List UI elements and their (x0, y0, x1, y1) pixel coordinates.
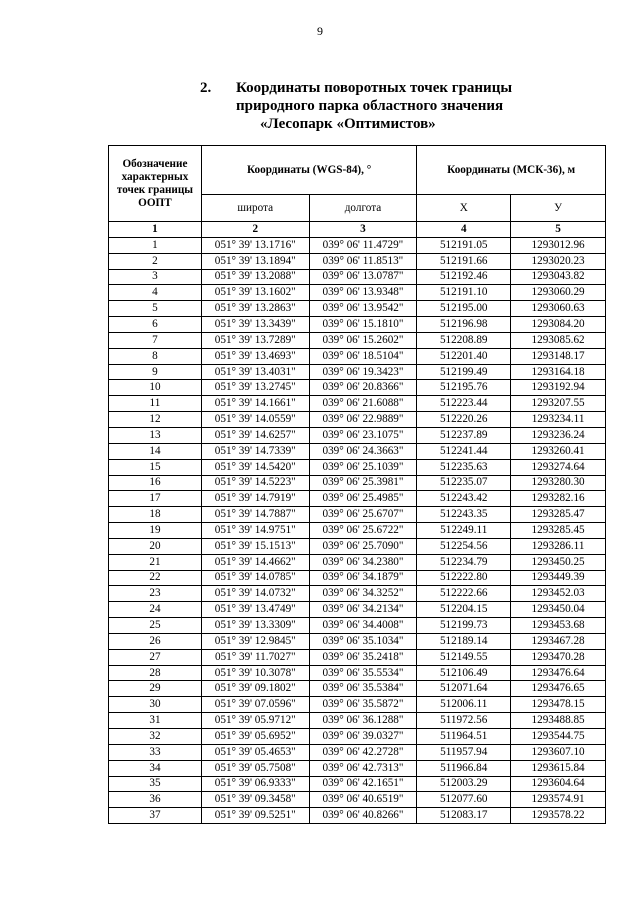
x-coordinate-cell: 512191.10 (417, 285, 511, 301)
section-title-line-3: «Лесопарк «Оптимистов» (260, 116, 436, 132)
longitude-cell: 039° 06' 39.0327" (309, 729, 417, 745)
point-number-cell: 24 (109, 602, 202, 618)
table-row (109, 792, 606, 808)
longitude-cell: 039° 06' 42.7313" (309, 760, 417, 776)
longitude-cell: 039° 06' 42.2728" (309, 744, 417, 760)
point-number-cell: 21 (109, 554, 202, 570)
latitude-cell: 051° 39' 14.5223" (201, 475, 309, 491)
y-coordinate-cell: 1293084.20 (511, 317, 606, 333)
y-coordinate-cell: 1293192.94 (511, 380, 606, 396)
x-coordinate-cell: 512071.64 (417, 681, 511, 697)
y-coordinate-cell: 1293060.29 (511, 285, 606, 301)
point-number-cell: 2 (109, 253, 202, 269)
point-number-cell: 36 (109, 792, 202, 808)
point-number-cell: 35 (109, 776, 202, 792)
y-coordinate-cell: 1293020.23 (511, 253, 606, 269)
table-row (109, 396, 606, 412)
table-row (109, 237, 606, 253)
x-coordinate-cell: 512223.44 (417, 396, 511, 412)
y-coordinate-cell: 1293085.62 (511, 332, 606, 348)
latitude-cell: 051° 39' 15.1513" (201, 538, 309, 554)
point-number-cell: 11 (109, 396, 202, 412)
latitude-cell: 051° 39' 05.9712" (201, 713, 309, 729)
point-number-cell: 10 (109, 380, 202, 396)
table-row (109, 332, 606, 348)
longitude-cell: 039° 06' 13.0787" (309, 269, 417, 285)
latitude-cell: 051° 39' 14.0785" (201, 570, 309, 586)
x-coordinate-cell: 512003.29 (417, 776, 511, 792)
longitude-cell: 039° 06' 34.1879" (309, 570, 417, 586)
x-coordinate-cell: 512237.89 (417, 427, 511, 443)
column-number: 5 (511, 222, 606, 238)
point-number-cell: 1 (109, 237, 202, 253)
y-coordinate-cell: 1293574.91 (511, 792, 606, 808)
x-coordinate-cell: 512191.05 (417, 237, 511, 253)
longitude-cell: 039° 06' 34.4008" (309, 618, 417, 634)
x-coordinate-cell: 511957.94 (417, 744, 511, 760)
longitude-cell: 039° 06' 21.6088" (309, 396, 417, 412)
table-row (109, 744, 606, 760)
x-coordinate-cell: 512189.14 (417, 633, 511, 649)
latitude-cell: 051° 39' 13.4749" (201, 602, 309, 618)
latitude-cell: 051° 39' 14.6257" (201, 427, 309, 443)
y-coordinate-cell: 1293544.75 (511, 729, 606, 745)
latitude-cell: 051° 39' 14.7887" (201, 507, 309, 523)
point-number-cell: 22 (109, 570, 202, 586)
x-coordinate-cell: 512191.66 (417, 253, 511, 269)
table-row (109, 729, 606, 745)
x-coordinate-cell: 512199.49 (417, 364, 511, 380)
latitude-cell: 051° 39' 13.3439" (201, 317, 309, 333)
longitude-cell: 039° 06' 35.5534" (309, 665, 417, 681)
latitude-cell: 051° 39' 05.6952" (201, 729, 309, 745)
y-coordinate-cell: 1293274.64 (511, 459, 606, 475)
point-number-cell: 28 (109, 665, 202, 681)
point-number-cell: 3 (109, 269, 202, 285)
column-number: 1 (109, 222, 202, 238)
section-title-line-1: Координаты поворотных точек границы (236, 80, 513, 96)
longitude-cell: 039° 06' 35.2418" (309, 649, 417, 665)
point-number-cell: 9 (109, 364, 202, 380)
longitude-cell: 039° 06' 25.4985" (309, 491, 417, 507)
table-row (109, 380, 606, 396)
table-row (109, 412, 606, 428)
point-number-cell: 4 (109, 285, 202, 301)
table-row (109, 348, 606, 364)
point-number-cell: 8 (109, 348, 202, 364)
latitude-cell: 051° 39' 13.1716" (201, 237, 309, 253)
point-number-cell: 26 (109, 633, 202, 649)
y-coordinate-cell: 1293452.03 (511, 586, 606, 602)
latitude-cell: 051° 39' 05.4653" (201, 744, 309, 760)
point-number-cell: 16 (109, 475, 202, 491)
longitude-cell: 039° 06' 11.8513" (309, 253, 417, 269)
x-coordinate-cell: 512249.11 (417, 523, 511, 539)
longitude-cell: 039° 06' 36.1288" (309, 713, 417, 729)
longitude-cell: 039° 06' 23.1075" (309, 427, 417, 443)
table-row (109, 760, 606, 776)
latitude-cell: 051° 39' 14.0732" (201, 586, 309, 602)
point-number-cell: 31 (109, 713, 202, 729)
table-row (109, 633, 606, 649)
point-number-cell: 12 (109, 412, 202, 428)
y-coordinate-cell: 1293450.04 (511, 602, 606, 618)
table-row (109, 491, 606, 507)
point-number-cell: 5 (109, 301, 202, 317)
point-number-cell: 7 (109, 332, 202, 348)
point-number-cell: 29 (109, 681, 202, 697)
point-number-cell: 34 (109, 760, 202, 776)
header-wgs84-group: Координаты (WGS-84), ° (201, 146, 416, 195)
column-number: 2 (201, 222, 309, 238)
x-coordinate-cell: 512243.35 (417, 507, 511, 523)
x-coordinate-cell: 512241.44 (417, 443, 511, 459)
latitude-cell: 051° 39' 13.1894" (201, 253, 309, 269)
longitude-cell: 039° 06' 18.5104" (309, 348, 417, 364)
table-row (109, 570, 606, 586)
table-row (109, 602, 606, 618)
point-number-cell: 15 (109, 459, 202, 475)
page-number: 9 (317, 24, 323, 38)
table-row (109, 507, 606, 523)
longitude-cell: 039° 06' 35.1034" (309, 633, 417, 649)
table-row (109, 538, 606, 554)
x-coordinate-cell: 512077.60 (417, 792, 511, 808)
column-number: 3 (309, 222, 417, 238)
x-coordinate-cell: 512234.79 (417, 554, 511, 570)
longitude-cell: 039° 06' 35.5872" (309, 697, 417, 713)
x-coordinate-cell: 512222.66 (417, 586, 511, 602)
table-row (109, 713, 606, 729)
latitude-cell: 051° 39' 14.5420" (201, 459, 309, 475)
longitude-cell: 039° 06' 20.8366" (309, 380, 417, 396)
x-coordinate-cell: 512192.46 (417, 269, 511, 285)
x-coordinate-cell: 512204.15 (417, 602, 511, 618)
header-point-designation: Обозначение характерных точек границы ООПТ (109, 146, 202, 222)
y-coordinate-cell: 1293236.24 (511, 427, 606, 443)
section-number: 2. (200, 80, 212, 96)
longitude-cell: 039° 06' 34.3252" (309, 586, 417, 602)
y-coordinate-cell: 1293286.11 (511, 538, 606, 554)
x-coordinate-cell: 512195.00 (417, 301, 511, 317)
longitude-cell: 039° 06' 25.7090" (309, 538, 417, 554)
section-title-line-2: природного парка областного значения (236, 98, 504, 114)
latitude-cell: 051° 39' 09.3458" (201, 792, 309, 808)
y-coordinate-cell: 1293060.63 (511, 301, 606, 317)
x-coordinate-cell: 512083.17 (417, 808, 511, 824)
x-coordinate-cell: 512196.98 (417, 317, 511, 333)
latitude-cell: 051° 39' 13.7289" (201, 332, 309, 348)
x-coordinate-cell: 511964.51 (417, 729, 511, 745)
header-longitude: долгота (309, 195, 417, 222)
latitude-cell: 051° 39' 11.7027" (201, 649, 309, 665)
point-number-cell: 27 (109, 649, 202, 665)
y-coordinate-cell: 1293282.16 (511, 491, 606, 507)
coordinates-table (108, 145, 606, 824)
longitude-cell: 039° 06' 25.1039" (309, 459, 417, 475)
y-coordinate-cell: 1293478.15 (511, 697, 606, 713)
y-coordinate-cell: 1293012.96 (511, 237, 606, 253)
x-coordinate-cell: 512199.73 (417, 618, 511, 634)
longitude-cell: 039° 06' 40.8266" (309, 808, 417, 824)
point-number-cell: 23 (109, 586, 202, 602)
x-coordinate-cell: 512208.89 (417, 332, 511, 348)
table-row (109, 776, 606, 792)
table-row (109, 443, 606, 459)
table-row (109, 427, 606, 443)
y-coordinate-cell: 1293043.82 (511, 269, 606, 285)
header-x: X (417, 195, 511, 222)
table-row (109, 317, 606, 333)
latitude-cell: 051° 39' 14.4662" (201, 554, 309, 570)
table-row (109, 665, 606, 681)
latitude-cell: 051° 39' 07.0596" (201, 697, 309, 713)
x-coordinate-cell: 512235.63 (417, 459, 511, 475)
longitude-cell: 039° 06' 15.1810" (309, 317, 417, 333)
table-row (109, 697, 606, 713)
longitude-cell: 039° 06' 34.2380" (309, 554, 417, 570)
x-coordinate-cell: 512149.55 (417, 649, 511, 665)
table-row (109, 269, 606, 285)
point-number-cell: 32 (109, 729, 202, 745)
point-number-cell: 30 (109, 697, 202, 713)
point-number-cell: 13 (109, 427, 202, 443)
longitude-cell: 039° 06' 13.9348" (309, 285, 417, 301)
table-row (109, 618, 606, 634)
column-number: 4 (417, 222, 511, 238)
latitude-cell: 051° 39' 14.1661" (201, 396, 309, 412)
x-coordinate-cell: 512235.07 (417, 475, 511, 491)
table-body (109, 237, 606, 823)
point-number-cell: 20 (109, 538, 202, 554)
table-row (109, 523, 606, 539)
latitude-cell: 051° 39' 13.2863" (201, 301, 309, 317)
y-coordinate-cell: 1293450.25 (511, 554, 606, 570)
x-coordinate-cell: 512220.26 (417, 412, 511, 428)
latitude-cell: 051° 39' 13.4693" (201, 348, 309, 364)
longitude-cell: 039° 06' 22.9889" (309, 412, 417, 428)
y-coordinate-cell: 1293234.11 (511, 412, 606, 428)
y-coordinate-cell: 1293470.28 (511, 649, 606, 665)
latitude-cell: 051° 39' 14.7339" (201, 443, 309, 459)
header-y: У (511, 195, 606, 222)
latitude-cell: 051° 39' 06.9333" (201, 776, 309, 792)
y-coordinate-cell: 1293280.30 (511, 475, 606, 491)
longitude-cell: 039° 06' 24.3663" (309, 443, 417, 459)
latitude-cell: 051° 39' 05.7508" (201, 760, 309, 776)
latitude-cell: 051° 39' 13.1602" (201, 285, 309, 301)
x-coordinate-cell: 512254.56 (417, 538, 511, 554)
longitude-cell: 039° 06' 35.5384" (309, 681, 417, 697)
x-coordinate-cell: 512106.49 (417, 665, 511, 681)
x-coordinate-cell: 512201.40 (417, 348, 511, 364)
point-number-cell: 14 (109, 443, 202, 459)
latitude-cell: 051° 39' 13.3309" (201, 618, 309, 634)
point-number-cell: 25 (109, 618, 202, 634)
y-coordinate-cell: 1293607.10 (511, 744, 606, 760)
latitude-cell: 051° 39' 10.3078" (201, 665, 309, 681)
y-coordinate-cell: 1293615.84 (511, 760, 606, 776)
y-coordinate-cell: 1293449.39 (511, 570, 606, 586)
latitude-cell: 051° 39' 14.0559" (201, 412, 309, 428)
table-row (109, 364, 606, 380)
x-coordinate-cell: 511966.84 (417, 760, 511, 776)
table-row (109, 459, 606, 475)
table-row (109, 554, 606, 570)
header-latitude: широта (201, 195, 309, 222)
y-coordinate-cell: 1293476.64 (511, 665, 606, 681)
longitude-cell: 039° 06' 25.6722" (309, 523, 417, 539)
table-row (109, 586, 606, 602)
point-number-cell: 17 (109, 491, 202, 507)
y-coordinate-cell: 1293207.55 (511, 396, 606, 412)
y-coordinate-cell: 1293488.85 (511, 713, 606, 729)
latitude-cell: 051° 39' 14.9751" (201, 523, 309, 539)
latitude-cell: 051° 39' 09.1802" (201, 681, 309, 697)
point-number-cell: 19 (109, 523, 202, 539)
y-coordinate-cell: 1293604.64 (511, 776, 606, 792)
longitude-cell: 039° 06' 15.2602" (309, 332, 417, 348)
y-coordinate-cell: 1293148.17 (511, 348, 606, 364)
header-msk36-group: Координаты (МСК-36), м (417, 146, 606, 195)
table-row (109, 649, 606, 665)
longitude-cell: 039° 06' 19.3423" (309, 364, 417, 380)
y-coordinate-cell: 1293453.68 (511, 618, 606, 634)
x-coordinate-cell: 512222.80 (417, 570, 511, 586)
longitude-cell: 039° 06' 25.6707" (309, 507, 417, 523)
y-coordinate-cell: 1293285.45 (511, 523, 606, 539)
point-number-cell: 33 (109, 744, 202, 760)
longitude-cell: 039° 06' 42.1651" (309, 776, 417, 792)
y-coordinate-cell: 1293467.28 (511, 633, 606, 649)
y-coordinate-cell: 1293476.65 (511, 681, 606, 697)
table-row (109, 681, 606, 697)
latitude-cell: 051° 39' 09.5251" (201, 808, 309, 824)
y-coordinate-cell: 1293164.18 (511, 364, 606, 380)
latitude-cell: 051° 39' 13.4031" (201, 364, 309, 380)
y-coordinate-cell: 1293260.41 (511, 443, 606, 459)
point-number-cell: 37 (109, 808, 202, 824)
table-row (109, 301, 606, 317)
column-number-row (109, 222, 606, 238)
latitude-cell: 051° 39' 13.2088" (201, 269, 309, 285)
table-row (109, 253, 606, 269)
table-row (109, 285, 606, 301)
x-coordinate-cell: 512195.76 (417, 380, 511, 396)
point-number-cell: 18 (109, 507, 202, 523)
table-row (109, 808, 606, 824)
latitude-cell: 051° 39' 12.9845" (201, 633, 309, 649)
latitude-cell: 051° 39' 13.2745" (201, 380, 309, 396)
longitude-cell: 039° 06' 34.2134" (309, 602, 417, 618)
longitude-cell: 039° 06' 25.3981" (309, 475, 417, 491)
point-number-cell: 6 (109, 317, 202, 333)
table-row (109, 475, 606, 491)
x-coordinate-cell: 511972.56 (417, 713, 511, 729)
x-coordinate-cell: 512243.42 (417, 491, 511, 507)
longitude-cell: 039° 06' 13.9542" (309, 301, 417, 317)
longitude-cell: 039° 06' 40.6519" (309, 792, 417, 808)
longitude-cell: 039° 06' 11.4729" (309, 237, 417, 253)
latitude-cell: 051° 39' 14.7919" (201, 491, 309, 507)
y-coordinate-cell: 1293285.47 (511, 507, 606, 523)
x-coordinate-cell: 512006.11 (417, 697, 511, 713)
y-coordinate-cell: 1293578.22 (511, 808, 606, 824)
